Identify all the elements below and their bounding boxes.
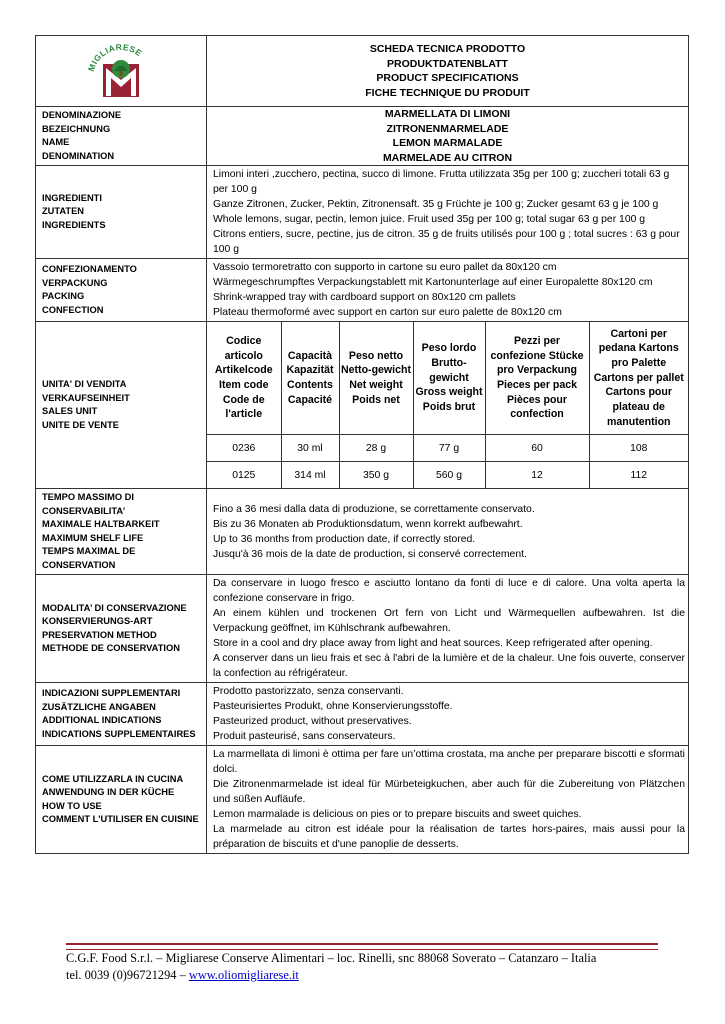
- footer-phone: tel. 0039 (0)96721294 –: [66, 968, 189, 982]
- table-row: [207, 435, 688, 462]
- additional-label: [36, 683, 207, 746]
- label-line: MODALITA’ DI CONSERVAZIONE: [42, 602, 187, 613]
- preservation-it: Da conservare in luogo fresco e asciutto lontano da fonti di luce e di calore. Una volta aperta la confezione conservare in frigo.: [213, 578, 685, 604]
- title-cell: [207, 36, 689, 107]
- title-fr: FICHE TECHNIQUE DU PRODUIT: [365, 86, 530, 99]
- denomination-row: [36, 107, 689, 166]
- usage-en: Lemon marmalade is delicious on pies or to prepare biscuits and sweet quiches.: [213, 809, 582, 820]
- product-name-en: LEMON MARMALADE: [392, 137, 503, 149]
- label-line: MAXIMUM SHELF LIFE: [42, 532, 144, 543]
- shelf-life-label: [36, 489, 207, 575]
- label-line: COME UTILIZZARLA IN CUCINA: [42, 773, 184, 784]
- packing-en: Shrink-wrapped tray with cardboard support on 80x120 cm pallets: [213, 292, 516, 303]
- shelf-life-fr: Jusqu'à 36 mois de la date de production, si conservé correctement.: [213, 548, 527, 560]
- net-weight-cell: 350 g: [339, 462, 413, 489]
- usage-row: [36, 746, 689, 854]
- additional-it: Prodotto pastorizzato, senza conservanti.: [213, 686, 404, 697]
- sales-unit-table: [207, 322, 688, 488]
- capacity-cell: 314 ml: [281, 462, 339, 489]
- label-line: INGREDIENTI: [42, 192, 102, 203]
- pieces-cell: 60: [485, 435, 589, 462]
- product-name-de: ZITRONENMARMELADE: [386, 122, 509, 135]
- denomination-values: [207, 107, 689, 166]
- preservation-values: [207, 575, 689, 683]
- pieces-cell: 12: [485, 462, 589, 489]
- preservation-fr: A conserver dans un lieu frais et sec à l'abri de la lumière et de la chaleur. Une fois ouverte, conserver la confection au réfrigérateur.: [213, 653, 685, 679]
- label-line: UNITA' DI VENDITA: [42, 379, 127, 389]
- footer-address: C.G.F. Food S.r.l. – Migliarese Conserve Alimentari – loc. Rinelli, snc 88068 Soverato – Catanzaro – Italia: [66, 951, 597, 965]
- label-line: CONFECTION: [42, 304, 104, 315]
- ingredients-label: [36, 166, 207, 259]
- website-link[interactable]: www.oliomigliarese.it: [188, 968, 299, 982]
- usage-label: [36, 746, 207, 854]
- sales-unit-header-row: [207, 322, 688, 435]
- col-pieces-per-pack-header: Pezzi per confezione Stücke pro Verpackung Pieces per pack Pièces pour confection: [485, 322, 589, 435]
- label-line: ANWENDUNG IN DER KÜCHE: [42, 787, 175, 797]
- label-line: KONSERVIERUNGS-ART: [42, 616, 153, 626]
- additional-fr: Produit pasteurisé, sans conservateurs.: [213, 731, 396, 742]
- logo-cell: [36, 36, 207, 107]
- ingredients-values: [207, 166, 689, 259]
- shelf-life-values: [207, 489, 689, 575]
- label-line: ZUSÄTZLICHE ANGABEN: [42, 701, 156, 712]
- additional-en: Pasteurized product, without preservatives.: [213, 716, 412, 727]
- label-line: INDICATIONS SUPPLEMENTAIRES: [42, 728, 196, 739]
- migliarese-logo: [81, 38, 161, 100]
- usage-fr: La marmelade au citron est idéale pour la réalisation de tartes hors-paires, mais aussi pour la préparation de biscuits et d'une panoplie de desserts.: [213, 824, 685, 850]
- label-line: PRESERVATION METHOD: [42, 629, 157, 640]
- item-code-cell: 0125: [207, 462, 281, 489]
- shelf-life-de: Bis zu 36 Monaten ab Produktionsdatum, wenn korrekt aufbewahrt.: [213, 518, 523, 530]
- item-code-cell: 0236: [207, 435, 281, 462]
- header-row: [36, 36, 689, 107]
- label-line: DENOMINAZIONE: [42, 110, 122, 120]
- label-line: METHODE DE CONSERVATION: [42, 643, 180, 653]
- col-gross-weight-header: Peso lordo Brutto-gewicht Gross weight Poids brut: [413, 322, 485, 435]
- label-line: NAME: [42, 137, 70, 147]
- net-weight-cell: 28 g: [339, 435, 413, 462]
- col-cartons-per-pallet-header: Cartoni per pedana Kartons pro Palette Cartons per pallet Cartons pour plateau de manutention: [589, 322, 688, 435]
- packing-label: [36, 259, 207, 322]
- preservation-label: [36, 575, 207, 683]
- ingredients-it: Limoni interi ,zucchero, pectina, succo di limone. Frutta utilizzata 35g per 100 g; zuccheri totali 63 g per 100 g: [213, 169, 670, 195]
- ingredients-fr: Citrons entiers, sucre, pectine, jus de citron. 35 g de fruits utilisés pour 100 g ; total sucres : 63 g pour 100 g: [213, 229, 680, 255]
- denomination-label: [36, 107, 207, 166]
- shelf-life-row: [36, 489, 689, 575]
- label-line: MAXIMALE HALTBARKEIT: [42, 519, 160, 529]
- label-line: INDICAZIONI SUPPLEMENTARI: [42, 688, 181, 698]
- footer: [66, 950, 666, 984]
- packing-values: [207, 259, 689, 322]
- ingredients-de: Ganze Zitronen, Zucker, Pektin, Zitronensaft. 35 g Früchte je 100 g; Zucker gesamt 63 g je 100 g: [213, 199, 659, 210]
- product-spec-table: [35, 35, 689, 854]
- sales-unit-row: [36, 322, 689, 489]
- label-line: SALES UNIT: [42, 406, 98, 416]
- usage-de: Die Zitronenmarmelade ist ideal für Mürbeteigkuchen, aber auch für die Zubereitung von Plätzchen und süßen Aufläufe.: [213, 779, 685, 805]
- footer-divider: [66, 943, 658, 950]
- table-row: [207, 462, 688, 489]
- sales-unit-label: [36, 322, 207, 489]
- shelf-life-en: Up to 36 months from production date, if correctly stored.: [213, 533, 476, 545]
- label-line: BEZEICHNUNG: [42, 123, 111, 134]
- sales-unit-table-cell: [207, 322, 689, 489]
- label-line: VERPACKUNG: [42, 277, 108, 288]
- label-line: HOW TO USE: [42, 800, 102, 811]
- cartons-cell: 112: [589, 462, 688, 489]
- packing-row: [36, 259, 689, 322]
- title-it: SCHEDA TECNICA PRODOTTO: [369, 43, 526, 55]
- preservation-row: [36, 575, 689, 683]
- cartons-cell: 108: [589, 435, 688, 462]
- shelf-life-it: Fino a 36 mesi dalla data di produzione, se correttamente conservato.: [213, 503, 535, 515]
- col-item-code-header: Codice articolo Artikelcode Item code Code de l'article: [207, 322, 281, 435]
- label-line: TEMPO MASSIMO DI CONSERVABILITA’: [42, 492, 134, 516]
- title-de: PRODUKTDATENBLATT: [387, 57, 508, 70]
- col-capacity-header: Capacità Kapazität Contents Capacité: [281, 322, 339, 435]
- additional-de: Pasteurisiertes Produkt, ohne Konservierungsstoffe.: [213, 701, 453, 712]
- product-name-fr: MARMELADE AU CITRON: [382, 151, 513, 164]
- label-line: TEMPS MAXIMAL DE CONSERVATION: [42, 546, 136, 570]
- label-line: ZUTATEN: [42, 206, 84, 217]
- additional-values: [207, 683, 689, 746]
- col-net-weight-header: Peso netto Netto-gewicht Net weight Poids net: [339, 322, 413, 435]
- logo-text: MIGLIARESE: [85, 41, 145, 73]
- preservation-en: Store in a cool and dry place away from light and heat sources. Keep refrigerated after opening.: [213, 638, 653, 649]
- usage-it: La marmellata di limoni è ottima per fare un’ottima crostata, ma anche per preparare biscotti e sformati dolci.: [213, 749, 685, 775]
- label-line: PACKING: [42, 291, 85, 301]
- packing-fr: Plateau thermoformé avec support en carton sur euro palette de 80x120 cm: [213, 307, 562, 318]
- label-line: VERKAUFSEINHEIT: [42, 392, 130, 403]
- label-line: COMMENT L'UTILISER EN CUISINE: [42, 814, 199, 824]
- label-line: INGREDIENTS: [42, 219, 106, 230]
- label-line: UNITE DE VENTE: [42, 419, 119, 430]
- label-line: DENOMINATION: [42, 150, 115, 161]
- ingredients-row: [36, 166, 689, 259]
- capacity-cell: 30 ml: [281, 435, 339, 462]
- gross-weight-cell: 77 g: [413, 435, 485, 462]
- packing-de: Wärmegeschrumpftes Verpackungstablett mit Kartonunterlage auf einer Europalette 80x120 cm: [213, 277, 653, 288]
- additional-row: [36, 683, 689, 746]
- gross-weight-cell: 560 g: [413, 462, 485, 489]
- title-en: PRODUCT SPECIFICATIONS: [376, 72, 519, 84]
- preservation-de: An einem kühlen und trockenen Ort fern von Licht und Wärmequellen aufbewahren. Ist die Verpackung geöffnet, im Kühlschrank aufbewahren.: [213, 608, 685, 634]
- label-line: ADDITIONAL INDICATIONS: [42, 715, 162, 725]
- product-name-it: MARMELLATA DI LIMONI: [384, 108, 511, 120]
- packing-it: Vassoio termoretratto con supporto in cartone su euro pallet da 80x120 cm: [213, 262, 557, 273]
- usage-values: [207, 746, 689, 854]
- ingredients-en: Whole lemons, sugar, pectin, lemon juice. Fruit used 35g per 100 g; total sugar 63 g per 100 g: [213, 214, 646, 225]
- label-line: CONFEZIONAMENTO: [42, 264, 137, 274]
